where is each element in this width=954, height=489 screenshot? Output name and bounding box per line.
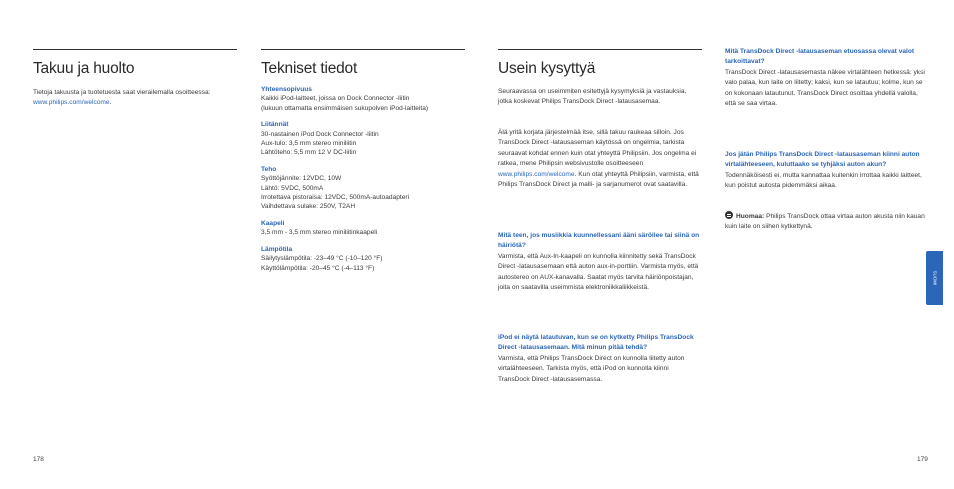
warranty-text-end: . xyxy=(109,99,112,107)
spec-line: Säilytyslämpötila: -23–49 °C (-10–120 °F) xyxy=(261,255,383,263)
warranty-text xyxy=(33,88,233,109)
faq-answer: Todennäköisesti ei, mutta kannattaa kuitenkin irrottaa kaikki laitteet, kun poistut autosta pidemmäksi aikaa. xyxy=(725,171,922,190)
spec-heading: Liitännät xyxy=(261,121,289,129)
spec-heading: Lämpötila xyxy=(261,245,293,253)
specs-list xyxy=(261,85,466,280)
spec-line: Aux-tulo: 3,5 mm stereo miniliitin xyxy=(261,140,357,148)
note-icon xyxy=(725,211,733,219)
specs-title: Tekniset tiedot xyxy=(261,60,358,77)
spec-line: Lähtö: 5VDC, 500mA xyxy=(261,184,324,192)
spec-line: Vaihdettava sulake: 250V, T2AH xyxy=(261,203,356,211)
spec-section xyxy=(261,120,466,158)
warranty-text-body: Tietoja takuusta ja tuotetuesta saat vierailemalla osoitteessa: xyxy=(33,89,211,96)
spec-section xyxy=(261,245,466,273)
philips-link[interactable]: www.philips.com/welcome xyxy=(33,99,110,107)
warranty-rule xyxy=(33,49,237,50)
spec-heading: Yhteensopivuus xyxy=(261,86,312,93)
spec-line: 3,5 mm - 3,5 mm stereo miniliitinkaapeli xyxy=(261,229,378,237)
faq-item xyxy=(498,231,702,293)
faq-intro-2b: . Kun otat yhteyttä Philipsiin, varmista, että Philips TransDock Direct ja malli- ja sarjanumerot ovat saatavilla. xyxy=(498,170,699,189)
specs-rule xyxy=(261,49,465,50)
spec-line: Käyttölämpötila: -20–45 °C (-4–113 °F) xyxy=(261,264,375,272)
spec-section xyxy=(261,219,466,238)
faq-title: Usein kysyttyä xyxy=(498,60,596,77)
spec-section xyxy=(261,85,466,113)
faq-intro-2a: Älä yritä korjata järjestelmää itse, sillä takuu raukeaa silloin. Jos TransDock Direct -latausaseman käytössä on ongelmia, tarkista seuraavat kohdat ennen kuin otat yhteyttä Philipsiin. Jos ongelma ei ratkea, mene Philipsin websivustolle osoitteeseen xyxy=(498,129,697,168)
warranty-title: Takuu ja huolto xyxy=(33,60,135,77)
spec-line: Kaikki iPod-laitteet, joissa on Dock Connector -liitin xyxy=(261,95,410,103)
language-tab xyxy=(926,251,943,305)
faq-rule xyxy=(498,49,702,50)
faq-intro: Seuraavassa on useimmiten esitettyjä kysymyksiä ja vastauksia, jotka koskevat Philips TransDock Direct -latausasemaa. xyxy=(498,88,687,106)
language-tab-label: SUOMI xyxy=(932,270,937,286)
spec-heading: Teho xyxy=(261,165,277,173)
page-number-right: 179 xyxy=(917,456,928,463)
faq-item xyxy=(725,150,925,192)
page-number-left: 178 xyxy=(33,456,44,463)
faq-question: Mitä teen, jos musiikkia kuunnellessani ääni säröilee tai siinä on häiriötä? xyxy=(498,232,700,250)
faq-answer: Varmista, että Aux-In-kaapeli on kunnolla kiinnitetty sekä TransDock Direct -latausasemaan että auton aux-in-porttiin. Varmista myös, että autostereo on AUX-kanavalla. Saatat myös tarvita häiriönpoistajan, joita on saatavilla useimmista elektroniikkaliikkeistä. xyxy=(498,252,699,292)
faq-question: Jos jätän Philips TransDock Direct -latausaseman kiinni auton virtalähteeseen, kuluttaako se tyhjäksi auton akun? xyxy=(725,151,920,169)
faq-intro-2 xyxy=(498,128,702,190)
faq-answer: Varmista, että Philips TransDock Direct on kunnolla liitetty auton virtalähteeseen. Tarkista myös, että iPod on kunnolla kiinni TransDock Direct -latausasemassa. xyxy=(498,354,685,383)
spec-heading: Kaapeli xyxy=(261,219,285,227)
faq-item xyxy=(498,333,702,385)
spec-line: Irrotettava pistoraisa: 12VDC, 500mA-autoadapteri xyxy=(261,194,410,202)
faq-question: iPod ei näytä latautuvan, kun se on kytketty Philips TransDock Direct -latausasemaan. Mitä minun pitää tehdä? xyxy=(498,334,694,352)
note-label: Huomaa: xyxy=(736,213,765,220)
faq-item xyxy=(725,47,925,109)
spec-line: Lähtöteho: 5,5 mm 12 V DC-liitin xyxy=(261,149,357,157)
spec-line: (lukuun ottamatta ensimmäisen sukupolven iPod-laitteita) xyxy=(261,104,429,112)
faq-question: Mitä TransDock Direct -latausaseman etuosassa olevat valot tarkoittavat? xyxy=(725,48,915,66)
faq-answer: TransDock Direct -latausasemasta näkee virtalähteen hetkessä: yksi valo palaa, kun laite on liitetty; kaksi, kun se latautuu; kolme, kun se on kokonaan latautunut. TransDock Direct osoittaa yhdellä valolla, että se saa virtaa. xyxy=(725,68,925,108)
spec-line: 30-nastainen iPod Dock Connector -liitin xyxy=(261,130,379,138)
spec-line: Syöttöjännite: 12VDC, 10W xyxy=(261,175,342,183)
note xyxy=(725,211,925,233)
faq-philips-link[interactable]: www.philips.com/welcome xyxy=(498,170,575,178)
spec-section xyxy=(261,165,466,212)
note-text: Philips TransDock ottaa virtaa auton akusta niin kauan kuin laite on siihen kytkettynä. xyxy=(725,213,925,231)
